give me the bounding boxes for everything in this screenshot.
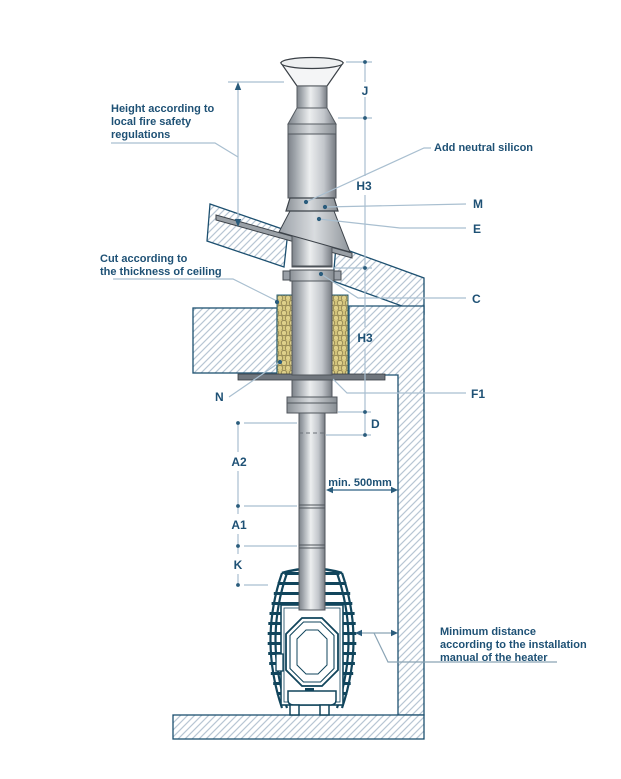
heater-note-line2: according to the installation [440, 639, 587, 651]
e-leader [319, 219, 466, 228]
silicon-note: Add neutral silicon [434, 142, 534, 154]
height-dim-line [228, 82, 284, 220]
label-a2: A2 [231, 455, 247, 469]
heater-foot-left [290, 705, 299, 715]
label-f1: F1 [471, 387, 486, 401]
pipe-clamp [283, 266, 341, 281]
pipe-below-plate [292, 380, 332, 399]
height-note-line1: Height according to [111, 103, 215, 115]
ceiling-note-leader [113, 279, 277, 301]
heater-note-line3: manual of the heater [440, 652, 548, 664]
pipe-ceiling [292, 281, 332, 375]
heater-note-line1: Minimum distance [440, 626, 536, 638]
storm-collar [286, 198, 338, 211]
heater-base [288, 691, 336, 715]
height-note-leader [111, 143, 238, 157]
connection-pipe [299, 413, 325, 610]
heater-foot-right [320, 705, 329, 715]
min-distance-label: min. 500mm [328, 477, 392, 489]
module-end-collar [287, 397, 337, 413]
heater-door-latch [276, 654, 283, 671]
label-a1: A1 [231, 518, 247, 532]
m-leader [325, 204, 466, 207]
height-note-line3: regulations [111, 129, 171, 141]
label-k: K [233, 558, 243, 572]
label-d: D [371, 417, 380, 431]
label-c: C [472, 292, 481, 306]
label-n: N [215, 390, 224, 404]
heater-ash-drawer [288, 691, 336, 705]
label-h3-lower: H3 [357, 331, 373, 345]
height-note-line2: local fire safety [111, 116, 192, 128]
rain-cap [281, 58, 343, 135]
outer-pipe-upper [288, 134, 336, 198]
ceiling-note-line2: the thickness of ceiling [100, 266, 222, 278]
wall-and-beam [349, 306, 424, 715]
label-h3-upper: H3 [356, 179, 372, 193]
label-e: E [473, 222, 482, 236]
insulation-right-column [332, 295, 348, 376]
ceiling-left [193, 308, 277, 373]
floor [173, 715, 424, 739]
ceiling-note-line1: Cut according to [100, 253, 188, 265]
label-m: M [473, 197, 483, 211]
label-j: J [361, 84, 369, 98]
